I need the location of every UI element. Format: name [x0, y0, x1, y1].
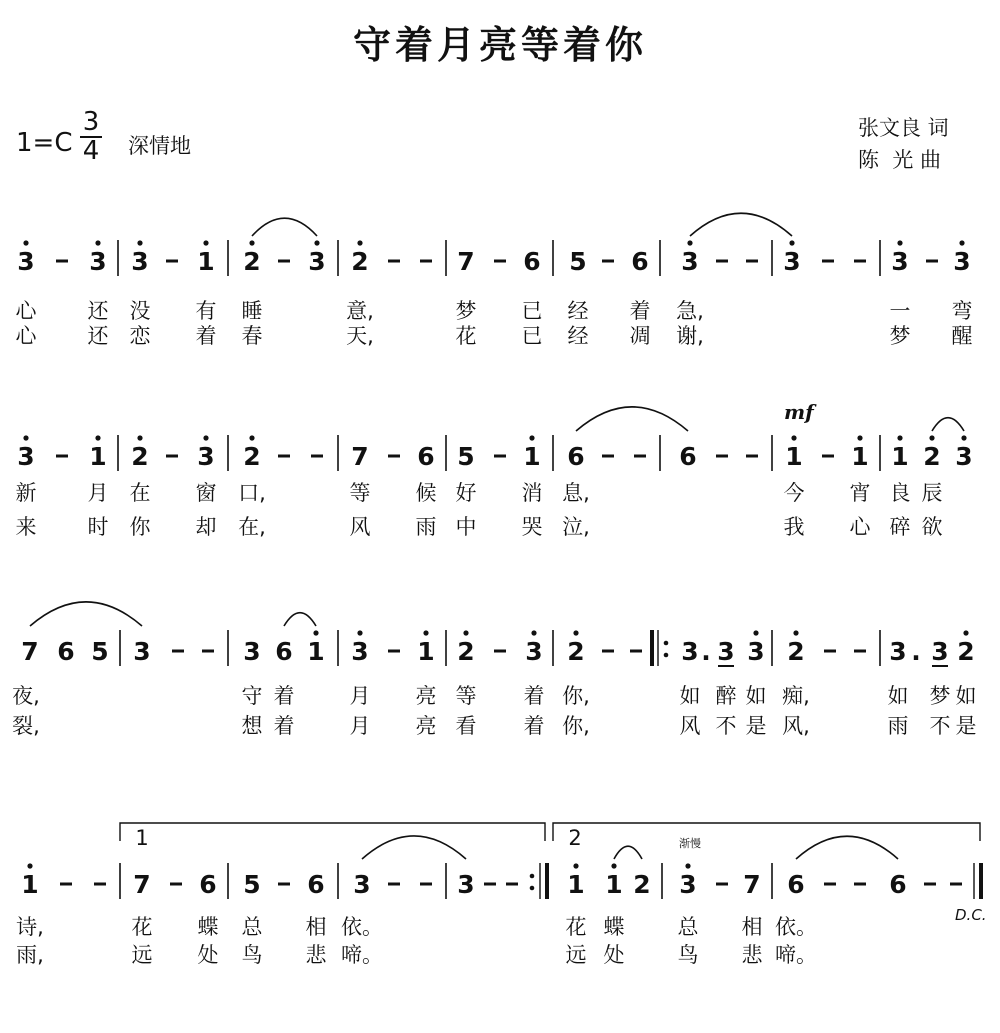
octave-dot	[753, 630, 758, 635]
note-3: 3	[783, 247, 801, 276]
note-2: 2	[243, 247, 261, 276]
lyric-syllable: 花	[131, 915, 153, 939]
octave-dot	[685, 863, 690, 868]
lyric-syllable: 鸟	[241, 943, 263, 967]
octave-dot	[963, 630, 968, 635]
lyric-syllable: 着	[629, 299, 651, 323]
octave-dot	[137, 435, 142, 440]
octave-dot	[314, 240, 319, 245]
slur	[796, 836, 898, 859]
note-5: 5	[243, 870, 261, 899]
lyric-syllable: 哭	[521, 515, 543, 539]
note-7: 7	[457, 247, 475, 276]
lyric-syllable: 心	[15, 299, 37, 323]
lyric-syllable: 有	[195, 299, 217, 323]
lyric-syllable: 处	[197, 943, 219, 967]
octave-dot	[789, 240, 794, 245]
note-3: 3	[747, 637, 765, 666]
note-6: 6	[307, 870, 325, 899]
lyric-syllable: 还	[87, 299, 109, 323]
lyric-syllable: 天,	[346, 324, 374, 348]
octave-dot	[529, 435, 534, 440]
lyric-syllable: 息,	[562, 481, 590, 505]
octave-dot	[897, 435, 902, 440]
octave-dot	[929, 435, 934, 440]
octave-dot	[95, 435, 100, 440]
lyric-syllable: 候	[415, 481, 437, 505]
lyric-syllable: 梦	[929, 684, 951, 708]
note-5: 5	[91, 637, 109, 666]
octave-dot	[357, 240, 362, 245]
note-3: 3	[131, 247, 149, 276]
repeat-dot	[664, 653, 669, 658]
lyric-syllable: 相	[741, 915, 763, 939]
note-3: 3	[457, 870, 475, 899]
lyric-syllable: 睡	[241, 299, 263, 323]
slur	[284, 613, 316, 626]
note-3: 3	[17, 442, 35, 471]
note-2: 2	[787, 637, 805, 666]
slur	[30, 602, 142, 626]
note-2: 2	[457, 637, 475, 666]
octave-dot	[611, 863, 616, 868]
lyric-syllable: 着	[273, 684, 295, 708]
octave-dot	[249, 435, 254, 440]
note-.: .	[911, 637, 921, 666]
lyric-syllable: 雨,	[16, 943, 44, 967]
octave-dot	[137, 240, 142, 245]
da-capo-mark: D.C.	[955, 906, 987, 924]
lyric-syllable: 处	[603, 943, 625, 967]
lyric-syllable: 碎	[889, 515, 911, 539]
octave-dot	[959, 240, 964, 245]
note-3: 3	[889, 637, 907, 666]
note-7: 7	[743, 870, 761, 899]
lyric-syllable: 痴,	[782, 684, 810, 708]
note-1: 1	[523, 442, 541, 471]
note-2: 2	[131, 442, 149, 471]
lyric-syllable: 凋	[629, 324, 651, 348]
tempo-marking: 深情地	[128, 134, 191, 158]
tempo-change-mark: 渐慢	[679, 837, 701, 850]
note-3: 3	[197, 442, 215, 471]
note-3: 3	[955, 442, 973, 471]
octave-dot	[573, 630, 578, 635]
lyric-syllable: 醒	[951, 324, 973, 348]
lyric-syllable: 新	[15, 481, 37, 505]
lyric-syllable: 良	[889, 481, 911, 505]
note-3: 3	[717, 637, 735, 666]
lyric-syllable: 中	[455, 515, 477, 539]
lyric-syllable: 鸟	[677, 943, 699, 967]
slur	[252, 218, 317, 236]
note-3: 3	[351, 637, 369, 666]
lyric-syllable: 风,	[782, 714, 810, 738]
note-1: 1	[417, 637, 435, 666]
lyric-syllable: 月	[349, 714, 371, 738]
note-3: 3	[931, 637, 949, 666]
note-2: 2	[923, 442, 941, 471]
slur	[576, 407, 688, 431]
note-6: 6	[679, 442, 697, 471]
composer-credit: 陈 光 曲	[858, 148, 942, 172]
lyric-syllable: 夜,	[12, 684, 40, 708]
lyric-syllable: 啼。	[341, 943, 383, 967]
lyric-syllable: 亮	[415, 684, 437, 708]
lyric-syllable: 相	[305, 915, 327, 939]
lyric-syllable: 窗	[195, 481, 217, 505]
time-signature-bottom: 4	[82, 136, 100, 166]
lyric-syllable: 意,	[346, 299, 374, 323]
lyric-syllable: 经	[567, 299, 589, 323]
lyric-syllable: 月	[349, 684, 371, 708]
repeat-dot	[530, 886, 535, 891]
lyric-syllable: 如	[887, 684, 909, 708]
lyric-syllable: 如	[679, 684, 701, 708]
song-title: 守着月亮等着你	[352, 23, 647, 67]
lyric-syllable: 弯	[951, 299, 973, 323]
octave-dot	[313, 630, 318, 635]
lyric-syllable: 啼。	[775, 943, 817, 967]
octave-dot	[203, 240, 208, 245]
lyric-syllable: 今	[783, 481, 805, 505]
lyric-syllable: 依。	[775, 915, 817, 939]
lyric-syllable: 一	[889, 299, 911, 323]
lyric-syllable: 着	[195, 324, 217, 348]
octave-dot	[857, 435, 862, 440]
lyric-syllable: 没	[129, 299, 151, 323]
slur	[932, 418, 964, 431]
note-3: 3	[243, 637, 261, 666]
lyric-syllable: 急,	[676, 299, 704, 323]
octave-dot	[897, 240, 902, 245]
lyric-syllable: 风	[349, 515, 371, 539]
lyric-syllable: 经	[567, 324, 589, 348]
octave-dot	[27, 863, 32, 868]
lyric-syllable: 春	[241, 324, 263, 348]
lyric-syllable: 等	[455, 684, 477, 708]
note-7: 7	[21, 637, 39, 666]
note-6: 6	[523, 247, 541, 276]
lyric-syllable: 想	[241, 714, 263, 738]
octave-dot	[531, 630, 536, 635]
lyric-syllable: 恋	[129, 324, 151, 348]
note-1: 1	[197, 247, 215, 276]
note-6: 6	[275, 637, 293, 666]
lyric-syllable: 等	[349, 481, 371, 505]
lyric-syllable: 心	[15, 324, 37, 348]
lyric-syllable: 诗,	[16, 915, 44, 939]
note-5: 5	[569, 247, 587, 276]
lyric-syllable: 着	[273, 714, 295, 738]
slur	[362, 836, 466, 859]
lyric-syllable: 是	[745, 714, 767, 738]
note-6: 6	[889, 870, 907, 899]
lyric-syllable: 看	[455, 714, 477, 738]
note-2: 2	[243, 442, 261, 471]
note-3: 3	[17, 247, 35, 276]
lyric-syllable: 月	[87, 481, 109, 505]
note-6: 6	[199, 870, 217, 899]
lyric-syllable: 宵	[849, 481, 871, 505]
lyric-syllable: 来	[15, 515, 37, 539]
note-3: 3	[681, 637, 699, 666]
lyric-syllable: 雨	[887, 714, 909, 738]
lyric-syllable: 醉	[715, 684, 737, 708]
note-3: 3	[353, 870, 371, 899]
lyric-syllable: 心	[849, 515, 871, 539]
lyric-syllable: 梦	[889, 324, 911, 348]
octave-dot	[961, 435, 966, 440]
octave-dot	[23, 435, 28, 440]
lyric-syllable: 口,	[238, 481, 266, 505]
note-2: 2	[351, 247, 369, 276]
note-1: 1	[605, 870, 623, 899]
lyric-syllable: 已	[521, 299, 543, 323]
lyric-syllable: 却	[195, 515, 217, 539]
lyric-syllable: 泣,	[562, 515, 590, 539]
octave-dot	[203, 435, 208, 440]
lyric-syllable: 欲	[921, 515, 943, 539]
lyric-syllable: 你	[129, 515, 151, 539]
volta-bracket	[120, 823, 545, 841]
note-6: 6	[631, 247, 649, 276]
note-6: 6	[57, 637, 75, 666]
note-1: 1	[851, 442, 869, 471]
lyric-syllable: 远	[131, 943, 153, 967]
note-3: 3	[681, 247, 699, 276]
octave-dot	[687, 240, 692, 245]
note-1: 1	[89, 442, 107, 471]
lyric-syllable: 悲	[305, 943, 327, 967]
lyric-syllable: 蝶	[197, 915, 219, 939]
lyric-syllable: 不	[715, 714, 737, 738]
lyric-syllable: 依。	[341, 915, 383, 939]
lyric-syllable: 着	[523, 684, 545, 708]
lyric-syllable: 是	[955, 714, 977, 738]
repeat-dot	[530, 874, 535, 879]
lyric-syllable: 不	[929, 714, 951, 738]
note-1: 1	[785, 442, 803, 471]
lyric-syllable: 总	[677, 915, 699, 939]
slur	[614, 846, 642, 859]
octave-dot	[23, 240, 28, 245]
dynamic-mf: mf	[784, 400, 814, 424]
volta-bracket	[553, 823, 980, 841]
lyric-syllable: 着	[523, 714, 545, 738]
note-.: .	[701, 637, 711, 666]
note-3: 3	[891, 247, 909, 276]
note-7: 7	[133, 870, 151, 899]
repeat-dot	[664, 641, 669, 646]
note-7: 7	[351, 442, 369, 471]
lyric-syllable: 辰	[921, 481, 943, 505]
lyric-syllable: 我	[783, 515, 805, 539]
lyric-syllable: 好	[455, 481, 477, 505]
volta-number: 2	[568, 826, 582, 850]
lyric-syllable: 在	[129, 481, 151, 505]
octave-dot	[357, 630, 362, 635]
lyric-syllable: 总	[241, 915, 263, 939]
lyric-syllable: 已	[521, 324, 543, 348]
octave-dot	[95, 240, 100, 245]
lyric-syllable: 你,	[562, 714, 590, 738]
lyric-syllable: 消	[521, 481, 543, 505]
note-3: 3	[89, 247, 107, 276]
octave-dot	[463, 630, 468, 635]
note-2: 2	[957, 637, 975, 666]
note-6: 6	[787, 870, 805, 899]
note-3: 3	[525, 637, 543, 666]
note-6: 6	[417, 442, 435, 471]
lyric-syllable: 雨	[415, 515, 437, 539]
note-3: 3	[953, 247, 971, 276]
lyric-syllable: 蝶	[603, 915, 625, 939]
key-signature: 1=C	[16, 128, 73, 158]
note-3: 3	[308, 247, 326, 276]
octave-dot	[793, 630, 798, 635]
lyric-syllable: 守	[241, 684, 263, 708]
note-3: 3	[679, 870, 697, 899]
note-3: 3	[133, 637, 151, 666]
time-signature-top: 3	[82, 107, 100, 137]
slur	[690, 213, 792, 236]
lyric-syllable: 花	[565, 915, 587, 939]
lyric-syllable: 还	[87, 324, 109, 348]
lyric-syllable: 谢,	[676, 324, 704, 348]
note-6: 6	[567, 442, 585, 471]
volta-number: 1	[135, 826, 149, 850]
octave-dot	[249, 240, 254, 245]
lyric-syllable: 你,	[562, 684, 590, 708]
note-1: 1	[567, 870, 585, 899]
lyric-syllable: 时	[87, 515, 109, 539]
note-5: 5	[457, 442, 475, 471]
note-1: 1	[891, 442, 909, 471]
octave-dot	[791, 435, 796, 440]
lyric-syllable: 悲	[741, 943, 763, 967]
note-2: 2	[633, 870, 651, 899]
note-1: 1	[307, 637, 325, 666]
lyric-syllable: 如	[955, 684, 977, 708]
lyric-syllable: 远	[565, 943, 587, 967]
note-1: 1	[21, 870, 39, 899]
lyric-syllable: 梦	[455, 299, 477, 323]
lyricist-credit: 张文良 词	[858, 116, 949, 140]
lyric-syllable: 如	[745, 684, 767, 708]
octave-dot	[573, 863, 578, 868]
lyric-syllable: 在,	[238, 515, 266, 539]
lyric-syllable: 裂,	[12, 714, 40, 738]
lyric-syllable: 花	[455, 324, 477, 348]
octave-dot	[423, 630, 428, 635]
lyric-syllable: 风	[679, 714, 701, 738]
note-2: 2	[567, 637, 585, 666]
lyric-syllable: 亮	[415, 714, 437, 738]
